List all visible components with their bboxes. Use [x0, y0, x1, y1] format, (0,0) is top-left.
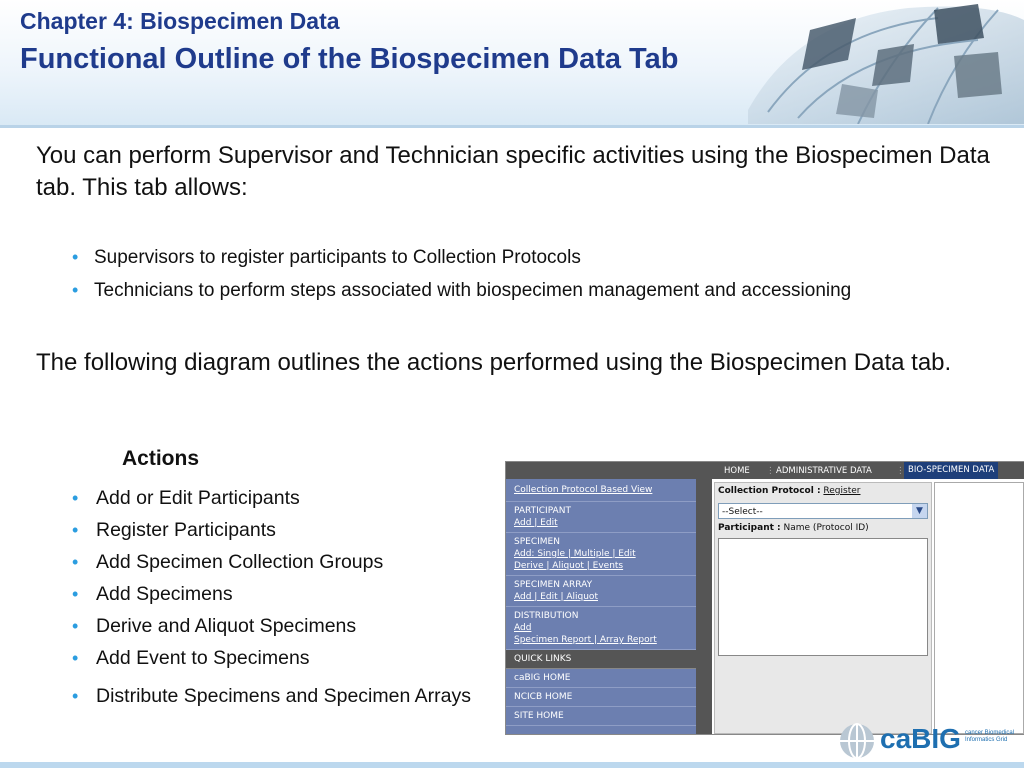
list-item: • Technicians to perform steps associated with biospecimen management and accessioning — [70, 278, 851, 311]
cabig-logo — [838, 720, 1018, 764]
site-home-link[interactable]: SITE HOME — [506, 707, 696, 726]
distribution-add-link[interactable]: Add — [514, 623, 532, 633]
tab-home[interactable]: HOME — [724, 466, 750, 476]
select-value: --Select-- — [722, 507, 763, 517]
list-item: • Distribute Specimens and Specimen Arrays — [70, 680, 490, 712]
specimen-array-heading: SPECIMEN ARRAY — [514, 580, 593, 590]
register-form — [714, 482, 932, 734]
specimen-links-1[interactable]: Add: Single | Multiple | Edit — [514, 549, 636, 559]
intro-paragraph: You can perform Supervisor and Technician specific activities using the Biospecimen Data tab. This tab allows: — [36, 142, 990, 201]
tab-administrative-data[interactable]: ADMINISTRATIVE DATA — [776, 466, 872, 476]
list-item: • Add or Edit Participants — [70, 482, 490, 514]
cp-label: Collection Protocol : — [718, 486, 821, 496]
list-item: • Supervisors to register participants to Collection Protocols — [70, 245, 851, 278]
chapter-heading: Chapter 4: Biospecimen Data — [20, 8, 340, 34]
list-item: • Add Specimen Collection Groups — [70, 546, 490, 578]
participant-heading: PARTICIPANT — [514, 506, 571, 516]
ncicb-home-link[interactable]: NCICB HOME — [506, 688, 696, 707]
specimen-array-links[interactable]: Add | Edit | Aliquot — [514, 592, 598, 602]
left-sidebar — [506, 462, 696, 734]
list-item: • Derive and Aliquot Specimens — [70, 610, 490, 642]
footer-bar — [0, 762, 1024, 768]
list-item: • Add Specimens — [70, 578, 490, 610]
intro-bullet-list — [70, 245, 851, 311]
globe-icon — [838, 722, 876, 760]
participant-hint: Name (Protocol ID) — [783, 523, 869, 533]
tab-biospecimen-data[interactable]: BIO-SPECIMEN DATA — [904, 462, 998, 479]
participant-links[interactable]: Add | Edit — [514, 518, 558, 528]
header-divider — [0, 125, 1024, 128]
quick-links-heading: QUICK LINKS — [506, 650, 696, 669]
logo-wordmark: caBIG — [880, 723, 961, 754]
list-item: • Register Participants — [70, 514, 490, 546]
participant-listbox[interactable] — [718, 538, 928, 656]
cabig-home-link[interactable]: caBIG HOME — [506, 669, 696, 688]
globe-graphic — [738, 0, 1024, 124]
actions-list — [70, 482, 490, 712]
protocol-select[interactable] — [718, 503, 928, 519]
chevron-down-icon[interactable]: ▼ — [912, 504, 927, 518]
specimen-links-2[interactable]: Derive | Aliquot | Events — [514, 561, 624, 571]
distribution-report-links[interactable]: Specimen Report | Array Report — [514, 635, 657, 645]
specimen-heading: SPECIMEN — [514, 537, 560, 547]
app-screenshot — [505, 461, 1024, 735]
cp-based-view-link[interactable]: Collection Protocol Based View — [514, 485, 653, 495]
distribution-heading: DISTRIBUTION — [514, 611, 579, 621]
actions-heading: Actions — [122, 447, 200, 470]
diagram-paragraph: The following diagram outlines the actions performed using the Biospecimen Data tab. — [36, 349, 952, 376]
slide-title: Functional Outline of the Biospecimen Data Tab — [20, 43, 679, 75]
right-panel — [934, 482, 1024, 734]
logo-tagline: cancer Biomedical Informatics Grid — [965, 730, 1015, 743]
top-nav: HOME ⋮ ADMINISTRATIVE DATA ⋮ BIO-SPECIMEN DATA — [712, 462, 1024, 479]
list-item: • Add Event to Specimens — [70, 642, 490, 674]
participant-label: Participant : — [718, 523, 781, 533]
register-link[interactable]: Register — [823, 486, 861, 496]
